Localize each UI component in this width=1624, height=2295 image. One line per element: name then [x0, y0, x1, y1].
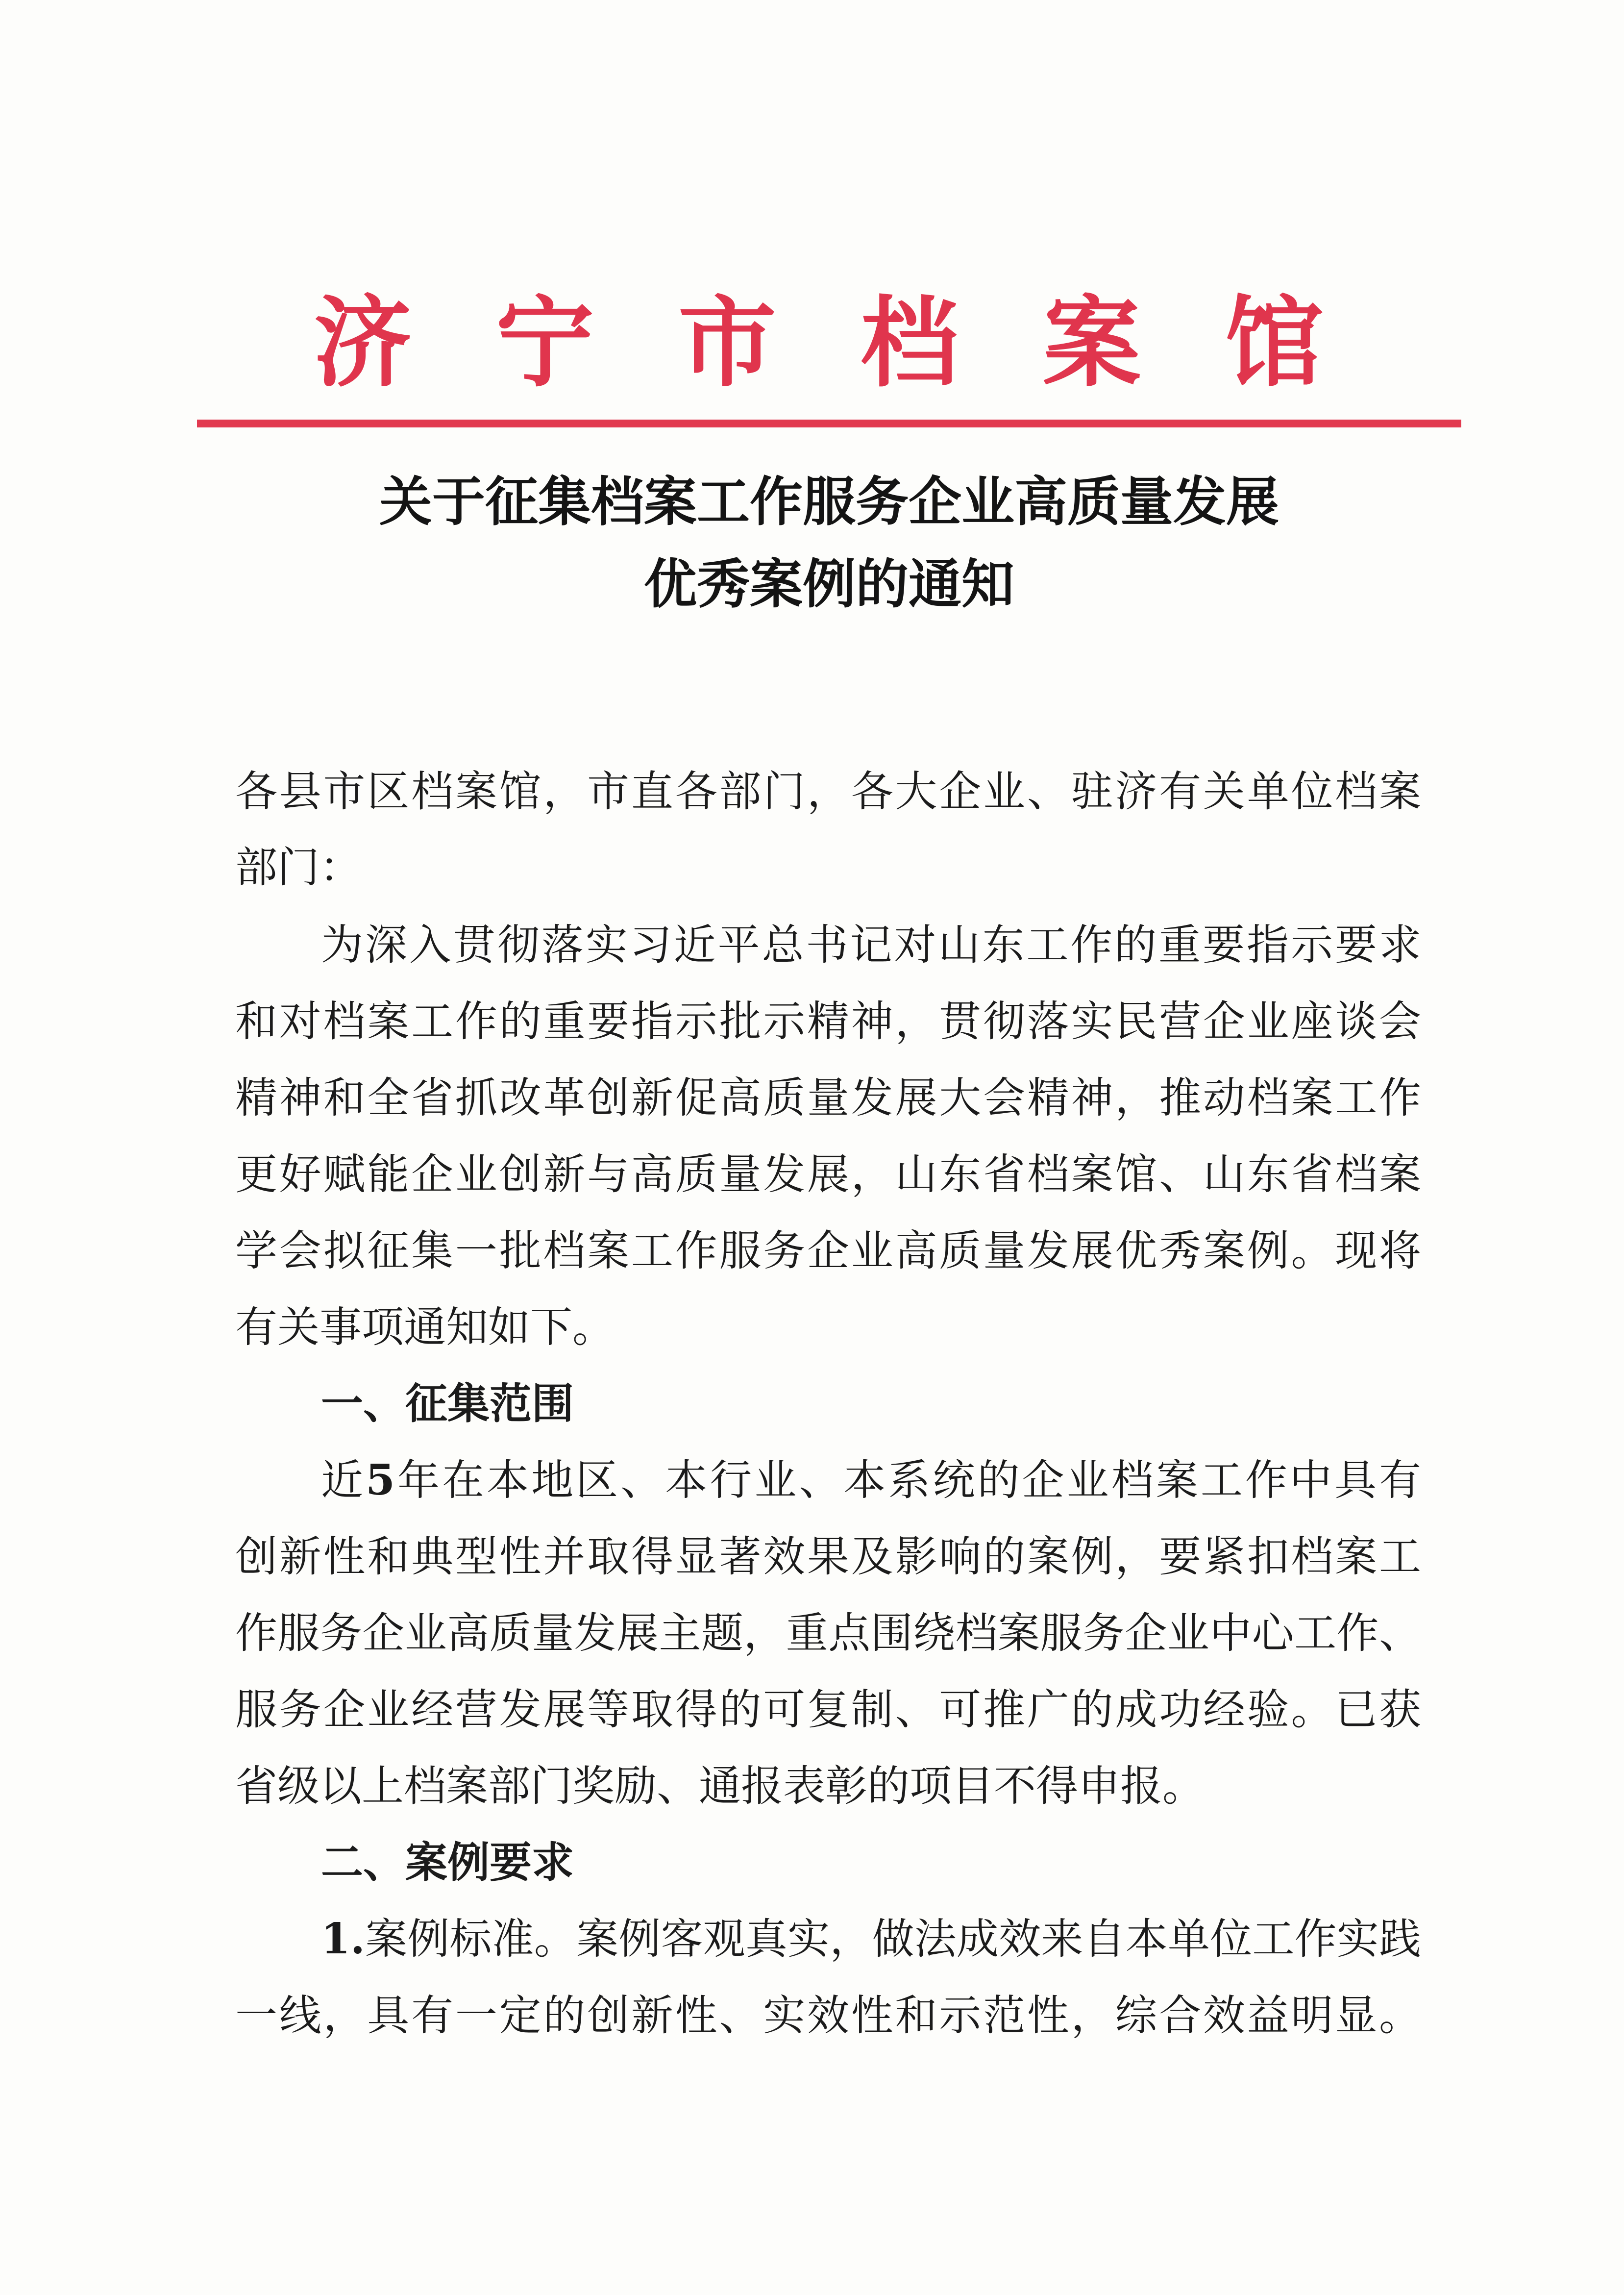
body-paragraph-line: 有关事项通知如下。 [235, 1303, 615, 1352]
section-heading: 一、征集范围 [321, 1379, 574, 1428]
org-name-char: 案 [1042, 285, 1141, 400]
body-paragraph-line: 为深入贯彻落实习近平总书记对山东工作的重要指示要求 [321, 921, 1421, 970]
document-title-line-1: 关于征集档案工作服务企业高质量发展 [379, 472, 1279, 533]
paragraph-text: 年在本地区、本行业、本系统的企业档案工作中具有 [394, 1456, 1422, 1505]
paragraph-text: 近 [321, 1456, 366, 1505]
issuing-organization-header [314, 287, 1323, 399]
item-number: 1. [321, 1914, 365, 1964]
body-paragraph-line [321, 1451, 1421, 1510]
red-header-divider [197, 420, 1461, 427]
body-paragraph-line [321, 1910, 1421, 1969]
document-title-line-2: 优秀案例的通知 [643, 554, 1014, 615]
org-name-char: 济 [314, 285, 412, 400]
body-paragraph-line: 作服务企业高质量发展主题，重点围绕档案服务企业中心工作、 [235, 1609, 1421, 1658]
year-count: 5 [366, 1455, 395, 1505]
section-heading: 二、案例要求 [321, 1838, 574, 1887]
addressee-line: 各县市区档案馆，市直各部门，各大企业、驻济有关单位档案 [235, 767, 1421, 816]
body-paragraph-line: 和对档案工作的重要指示批示精神，贯彻落实民营企业座谈会 [235, 997, 1421, 1046]
body-paragraph-line: 更好赋能企业创新与高质量发展，山东省档案馆、山东省档案 [235, 1150, 1421, 1199]
body-paragraph-line: 学会拟征集一批档案工作服务企业高质量发展优秀案例。现将 [235, 1226, 1421, 1275]
body-paragraph-line: 服务企业经营发展等取得的可复制、可推广的成功经验。已获 [235, 1685, 1421, 1734]
org-name-char: 市 [678, 285, 776, 400]
org-name-char: 宁 [495, 285, 594, 400]
body-paragraph-line: 省级以上档案部门奖励、通报表彰的项目不得申报。 [235, 1762, 1205, 1811]
org-name-char: 馆 [1225, 285, 1323, 400]
org-name-char: 档 [860, 285, 959, 400]
addressee-line: 部门： [235, 843, 362, 892]
paragraph-text: 案例标准。案例客观真实，做法成效来自本单位工作实践 [365, 1915, 1421, 1964]
body-paragraph-line: 精神和全省抓改革创新促高质量发展大会精神，推动档案工作 [235, 1073, 1421, 1123]
body-paragraph-line: 创新性和典型性并取得显著效果及影响的案例，要紧扣档案工 [235, 1532, 1421, 1581]
body-paragraph-line: 一线，具有一定的创新性、实效性和示范性，综合效益明显。 [235, 1991, 1421, 2040]
